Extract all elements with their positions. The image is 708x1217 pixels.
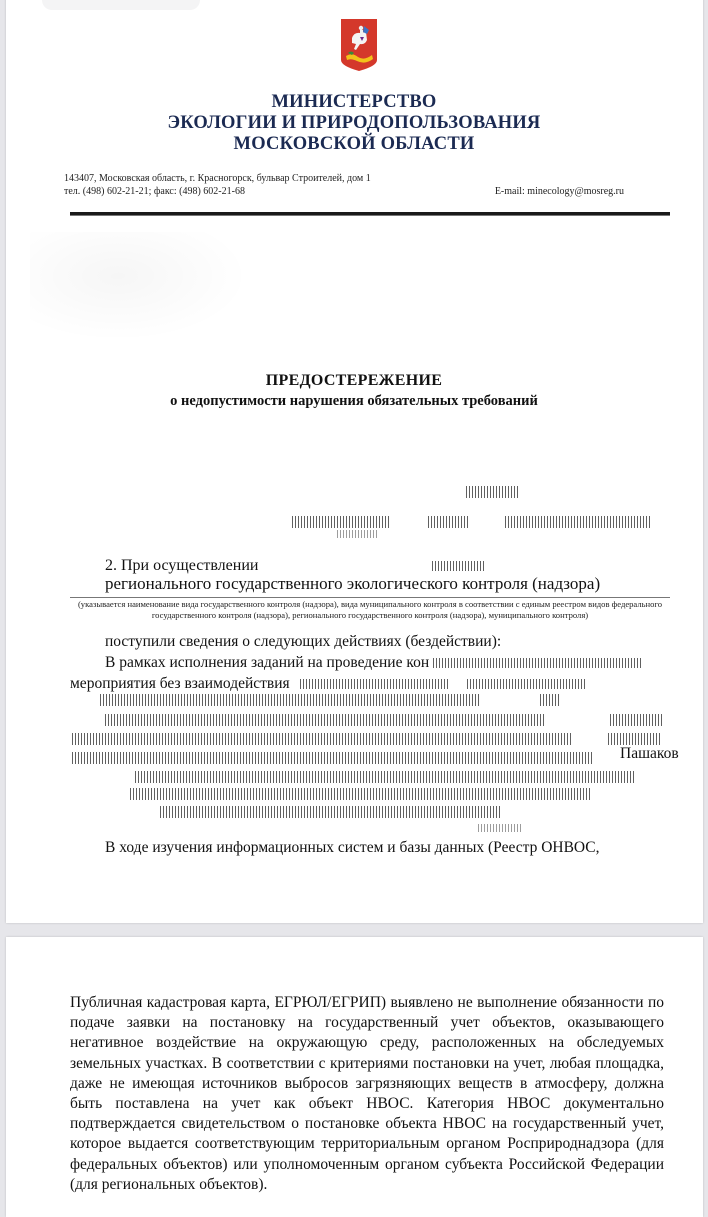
document-title	[0, 371, 708, 411]
ministry-line-1: МИНИСТЕРСТВО	[271, 92, 437, 112]
paragraph-2: В ходе изучения информационных систем и базы данных (Реестр ОНВОС,	[105, 839, 600, 856]
toolbar-pill[interactable]	[42, 0, 200, 10]
section-2-heading	[105, 556, 665, 576]
ministry-header	[0, 92, 708, 155]
email: E-mail: minecology@mosreg.ru	[494, 186, 624, 197]
intro-line: поступили сведения о следующих действиях (бездействии):	[105, 633, 502, 650]
page-2-paragraph: Публичная кадастровая карта, ЕГРЮЛ/ЕГРИП) выявлено не выполнение обязанности по подаче заявки на постановку на государственный учет объектов, оказывающего негативное воздействие на окружающую среду, расположенных на обследуемых земельных участках. В соответствии с критериями постановки на учет, любая площадка, даже не имеющая источников выбросов загрязняющих веществ в атмосферу, должна быть поставлена на учет как объект НВОС. Категория НВОС документально подтверждается свидетельством о постановке объекта НВОС на государственный учет, которое выдается соответствующим территориальным органом Росприроднадзора (для федеральных объектов) или уполномоченным органом субъекта Российской Федерации (для региональных объектов).	[70, 994, 664, 1193]
address: 143407, Московская область, г. Красногорск, бульвар Строителей, дом 1	[64, 173, 371, 184]
faded-stamp	[30, 232, 250, 342]
ministry-line-2: ЭКОЛОГИИ И ПРИРОДОПОЛЬЗОВАНИЯ	[167, 113, 541, 133]
paragraph-1-text: В рамках исполнения заданий на проведение кон	[105, 654, 430, 671]
redacted-tail-word: Пашаков	[620, 745, 679, 762]
title-sub: о недопустимости нарушения обязательных требований	[170, 393, 538, 409]
phone-fax: тел. (498) 602-21-21; факс: (498) 602-21-68	[64, 186, 245, 197]
control-type: регионального государственного экологического контроля (надзора)	[105, 574, 601, 593]
section-2-label: 2. При осуществлении	[105, 557, 259, 574]
ministry-contacts	[64, 172, 624, 198]
paragraph-1-line-2: мероприятия без взаимодействия	[70, 675, 290, 692]
title-main: ПРЕДОСТЕРЕЖЕНИЕ	[265, 372, 443, 389]
ministry-line-3: МОСКОВСКОЙ ОБЛАСТИ	[233, 134, 475, 154]
control-type-hint: (указывается наименование вида государственного контроля (надзора), вида муниципального контроля в соответствии с единым реестром видов федерального государственного контроля (надзора), регионального государственного контроля (надзора), муниципального контроля)	[70, 597, 670, 621]
header-divider	[70, 212, 670, 216]
paragraph-1	[70, 652, 664, 694]
redacted-field	[432, 561, 486, 571]
coat-of-arms-icon	[340, 18, 378, 72]
